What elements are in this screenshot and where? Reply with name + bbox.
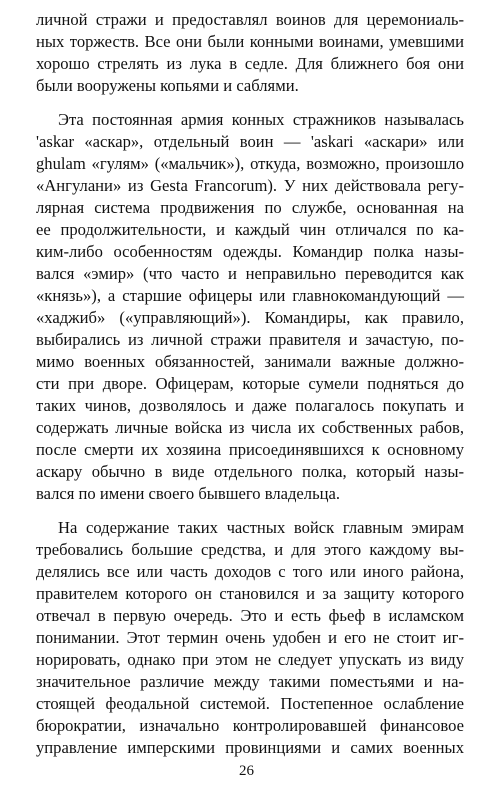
text-line: ее продолжительности, и каждый чин отличался по ка- (36, 220, 464, 239)
text-line: стоящей феодальной системой. Постепенное ослабление (36, 694, 464, 713)
text-line: аскару обычно в виде отдельного полка, который назы- (36, 462, 464, 481)
text-line: личной стражи и предоставлял воинов для церемониаль- (36, 10, 464, 29)
text-line: таких чинов, дозволялось и даже полагалось покупать и (36, 396, 464, 415)
text-line: делялись все или часть доходов с того или иного района, (36, 562, 464, 581)
text-line: отвечал в первую очередь. Это и есть фьеф в исламском (36, 606, 464, 625)
text-line: вался по имени своего бывшего владельца. (36, 484, 341, 503)
text-line: ким-либо особенностям одежды. Командир полка назы- (36, 242, 464, 261)
text-line: после смерти их хозяина присоединявшихся к основному (36, 440, 464, 459)
paragraph-first-line: На содержание таких частных войск главным эмирам (58, 518, 464, 537)
text-line: «князь»), а старшие офицеры или главнокомандующий — (36, 286, 464, 305)
text-line: бюрократии, изначально контролировавшей финансовое (36, 716, 464, 735)
text-line: ных торжеств. Все они были конными воинами, умевшими (36, 32, 464, 51)
text-line: мимо военных обязанностей, занимали важные должно- (36, 352, 464, 371)
text-line: «хаджиб» («управляющий»). Командиры, как правило, (36, 308, 464, 327)
text-line: понимании. Этот термин очень удобен и его не стоит иг- (36, 628, 464, 647)
text-line: были вооружены копьями и саблями. (36, 76, 299, 95)
text-line: правителем которого он становился и за защиту которого (36, 584, 464, 603)
text-line: 'askar «аскар», отдельный воин — 'askari «аскари» или (36, 132, 464, 151)
text-line: сти при дворе. Офицерам, которые сумели подняться до (36, 374, 464, 393)
text-line: управление имперскими провинциями и самих военных (36, 738, 464, 757)
text-line: лярная система продвижения по службе, основанная на (36, 198, 464, 217)
text-line: выбирались из личной стражи правителя и зачастую, по- (36, 330, 464, 349)
paragraph-first-line: Эта постоянная армия конных стражников называлась (58, 110, 464, 129)
text-line: хорошо стрелять из лука в седле. Для ближнего боя они (36, 54, 464, 73)
text-line: вался «эмир» (что часто и неправильно переводится как (36, 264, 464, 283)
text-line: требовались большие средства, и для этого каждому вы- (36, 540, 464, 559)
text-line: норировать, однако при этом не следует упускать из виду (36, 650, 464, 669)
text-line: ghulam «гулям» («мальчик»), откуда, возможно, произошло (36, 154, 464, 173)
text-line: значительное различие между такими поместьями и на- (36, 672, 464, 691)
page-number: 26 (239, 763, 254, 779)
text-line: «Ангулани» из Gesta Francorum). У них действовала регу- (36, 176, 464, 195)
text-line: содержать личные войска из числа их собственных рабов, (36, 418, 464, 437)
